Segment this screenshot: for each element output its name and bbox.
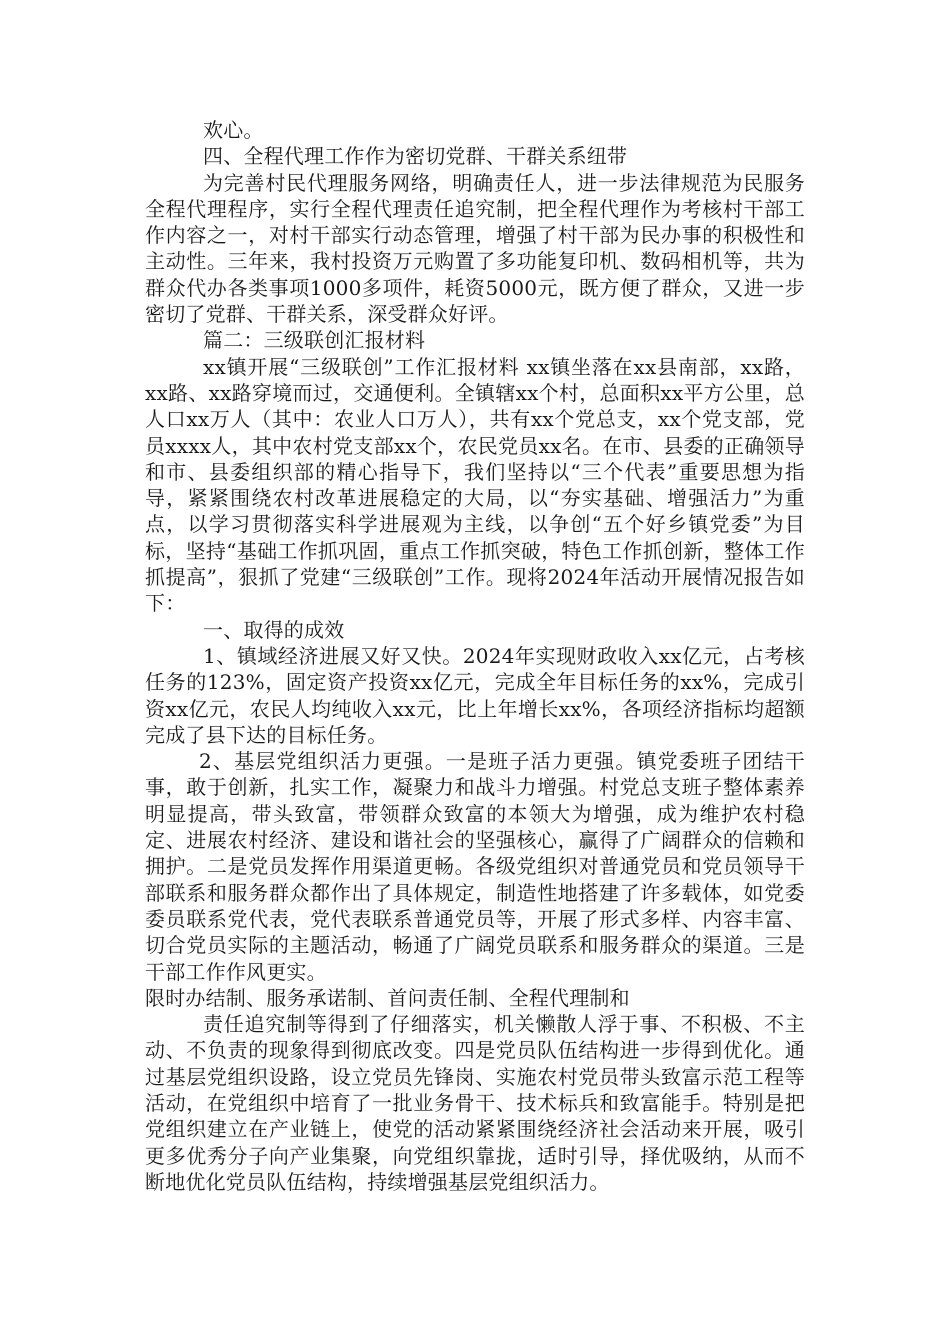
section-heading-four: 四、全程代理工作作为密切党群、干群关系纽带 <box>203 144 628 169</box>
paragraph-town-overview: xx镇开展“三级联创”工作汇报材料 xx镇坐落在xx县南部，xx路，xx路、xx路穿境而过，交通便利。全镇辖xx个村，总面积xx平方公里，总人口xx万人（其中：农业人口万人），共有xx个党总支，xx个党支部，党员xxxx人，其中农村党支部xx个，农民党员xx名。在市、县委的正确领导和市、县委组织部的精心指导下，我们坚持以“三个代表”重要思想为指导，紧紧围绕农村改革进展稳定的大局，以“夯实基础、增强活力”为重点，以学习贯彻落实科学进展观为主线，以争创“五个好乡镇党委”为目标，坚持“基础工作抓巩固，重点工作抓突破，特色工作抓创新，整体工作抓提高”，狠抓了党建“三级联创”工作。现将2024年活动开展情况报告如下： <box>145 354 805 616</box>
paragraph-economy: 1、镇域经济进展又好又快。2024年实现财政收入xx亿元，占考核任务的123%，固定资产投资xx亿元，完成全年目标任务的xx%，完成引资xx亿元，农民人均纯收入xx元，比上年增长xx%，各项经济指标均超额完成了县下达的目标任务。 <box>145 643 805 747</box>
paragraph-party-vitality: 2、基层党组织活力更强。一是班子活力更强。镇党委班子团结干事，敢于创新，扎实工作，凝聚力和战斗力增强。村党总支班子整体素养明显提高，带头致富，带领群众致富的本领大为增强，成为维护农村稳定、进展农村经济、建设和谐社会的坚强核心，赢得了广阔群众的信赖和拥护。二是党员发挥作用渠道更畅。各级党组织对普通党员和党员领导干部联系和服务群众都作出了具体规定，制造性地搭建了许多载体，如党委委员联系党代表，党代表联系普通党员等，开展了形式多样、内容丰富、切合党员实际的主题活动，畅通了广阔党员联系和服务群众的渠道。三是干部工作作风更实。 <box>145 749 805 984</box>
paragraph-closing-fragment: 欢心。 <box>203 118 264 142</box>
chapter-heading-part-two: 篇二：三级联创汇报材料 <box>203 328 426 353</box>
paragraph-accountability: 责任追究制等得到了仔细落实，机关懒散人浮于事、不积极、不主动、不负责的现象得到彻底改变。四是党员队伍结构进一步得到优化。通过基层党组织设路，设立党员先锋岗、实施农村党员带头致富示范工程等活动，在党组织中培育了一批业务骨干、技术标兵和致富能手。特别是把党组织建立在产业链上，使党的活动紧紧围绕经济社会活动来开展，吸引更多优秀分子向产业集聚，向党组织靠拢，适时引导，择优吸纳，从而不断地优化党员队伍结构，持续增强基层党组织活力。 <box>145 1012 805 1194</box>
section-heading-achievements: 一、取得的成效 <box>203 617 345 642</box>
document-body <box>145 117 805 1195</box>
paragraph-proxy-service: 为完善村民代理服务网络，明确责任人，进一步法律规范为民服务全程代理程序，实行全程代理责任追究制，把全程代理作为考核村干部工作内容之一，对村干部实行动态管理，增强了村干部为民办事的积极性和主动性。三年来，我村投资万元购置了多功能复印机、数码相机等，共为群众代办各类事项1000多项件，耗资5000元，既方便了群众，又进一步密切了党群、干群关系，深受群众好评。 <box>145 170 805 327</box>
paragraph-systems-line: 限时办结制、服务承诺制、首问责任制、全程代理制和 <box>145 985 630 1010</box>
